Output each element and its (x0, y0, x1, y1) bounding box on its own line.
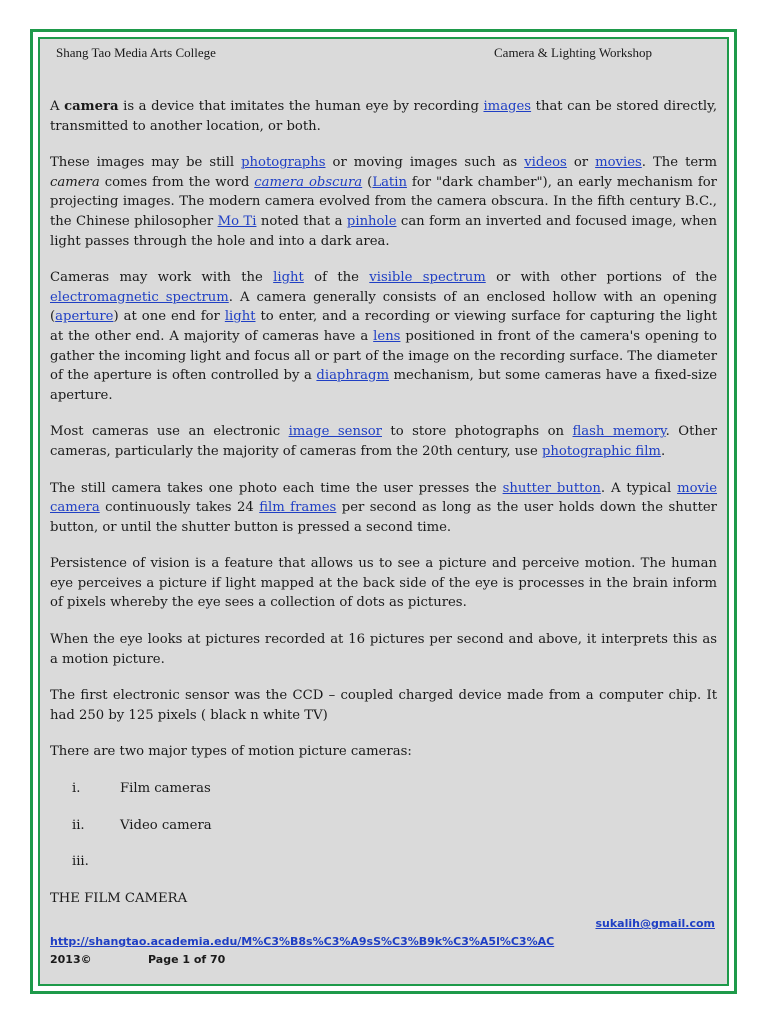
list-number: iii. (72, 854, 89, 870)
paragraph-storage (50, 422, 717, 461)
link-electromagnetic-spectrum[interactable]: electromagnetic spectrum (50, 289, 229, 305)
text: ( (362, 174, 373, 190)
paragraph-camera-history (50, 153, 717, 251)
text: comes from the word (99, 174, 255, 190)
link-aperture[interactable]: aperture (55, 309, 114, 325)
text: to store photographs on (381, 424, 573, 440)
document-body (50, 97, 717, 925)
list-item (50, 852, 717, 872)
link-photographic-film[interactable]: photographic film (541, 443, 661, 459)
paragraph-motion-picture: When the eye looks at pictures recorded at 16 pictures per second and above, it interprets this as a motion picture. (50, 632, 717, 667)
page-header (56, 45, 711, 61)
paragraph-ccd: The first electronic sensor was the CCD – coupled charged device made from a computer chip. It had 250 by 125 pixels ( black n white TV) (50, 688, 717, 723)
footer-copyright-year: 2013© (50, 953, 92, 966)
text: or with other portions of the (485, 270, 718, 286)
page-content-area (38, 37, 729, 986)
link-mo-ti[interactable]: Mo Ti (217, 213, 257, 229)
paragraph-still-vs-movie (50, 479, 717, 538)
text: is a device that imitates the human eye by recording (118, 99, 484, 114)
link-shutter-button[interactable]: shutter button (502, 480, 601, 496)
link-camera-obscura[interactable]: camera obscura (254, 174, 363, 190)
link-visible-spectrum[interactable]: visible spectrum (369, 270, 486, 286)
link-videos[interactable]: videos (524, 155, 567, 171)
text: Most cameras use an electronic (50, 424, 289, 440)
list-item (50, 779, 717, 799)
text: or (566, 155, 596, 171)
text: These images may be still (50, 155, 242, 171)
footer-email-link[interactable]: sukalih@gmail.com (595, 917, 715, 930)
list-number: ii. (72, 817, 85, 833)
text: to enter, and a recording or viewing surface for capturing the light at the other end. A majority of cameras have a (50, 309, 717, 344)
list-number: i. (72, 781, 81, 797)
list-text: Film cameras (120, 781, 211, 797)
italic-term-camera: camera (50, 174, 100, 190)
text: ) at one end for (113, 309, 225, 325)
page-frame (30, 29, 737, 994)
text: positioned in front of the camera's opening to gather the incoming light and focus all or part of the image on the recording surface. The diameter of the aperture is often controlled by a (50, 328, 717, 384)
paragraph-camera-definition (50, 97, 717, 136)
text: . Other cameras, particularly the majority of cameras from the 20th century, use (50, 424, 718, 459)
list-text: Video camera (120, 817, 212, 833)
link-images[interactable]: images (483, 99, 532, 114)
header-college: Shang Tao Media Arts College (56, 45, 216, 60)
camera-types-list (50, 779, 717, 872)
text: . (660, 443, 666, 459)
link-diaphragm[interactable]: diaphragm (316, 368, 389, 384)
text: Cameras may work with the (50, 270, 274, 286)
paragraph-persistence-of-vision: Persistence of vision is a feature that allows us to see a picture and perceive motion. The human eye perceives a picture if light mapped at the back side of the eye is processes in the brain inform of pixels whereby the eye sees a collection of dots as pictures. (50, 556, 717, 611)
header-workshop: Camera & Lighting Workshop (494, 45, 652, 60)
bold-term-camera: camera (64, 99, 119, 114)
text: mechanism, but some cameras have a fixed-size aperture. (50, 368, 718, 403)
link-latin[interactable]: Latin (372, 174, 407, 190)
link-flash-memory[interactable]: flash memory (572, 424, 666, 440)
text: of the (303, 270, 370, 286)
link-light[interactable]: light (224, 309, 256, 325)
link-image-sensor[interactable]: image sensor (288, 424, 382, 440)
link-film-frames[interactable]: film frames (259, 500, 337, 516)
text: that can be stored directly, transmitted to another location, or both. (50, 99, 718, 134)
section-title-film-camera: THE FILM CAMERA (50, 890, 188, 906)
text: The still camera takes one photo each time the user presses the (50, 480, 503, 496)
link-lens[interactable]: lens (373, 328, 401, 344)
footer-page-number: Page 1 of 70 (148, 953, 226, 966)
text: can form an inverted and focused image, when light passes through the hole and into a dark area. (50, 213, 717, 249)
link-light[interactable]: light (273, 270, 304, 286)
footer-url-link[interactable]: http://shangtao.academia.edu/M%C3%B8s%C3%A9sS%C3%B9k%C3%A5l%C3%AC (50, 935, 555, 948)
paragraph-camera-structure (50, 268, 717, 405)
text: A (50, 99, 65, 114)
link-pinhole[interactable]: pinhole (346, 213, 397, 229)
link-movie-camera[interactable]: movie camera (50, 480, 717, 516)
text: per second as long as the user holds down the shutter button, or until the shutter button is pressed a second time. (50, 500, 717, 535)
link-movies[interactable]: movies (595, 155, 642, 171)
link-photographs[interactable]: photographs (241, 155, 326, 171)
text: . A camera generally consists of an enclosed hollow with an opening ( (50, 289, 717, 325)
text: . A typical (600, 480, 678, 496)
list-item (50, 816, 717, 836)
paragraph-camera-types: There are two major types of motion picture cameras: (50, 744, 412, 760)
text: for "dark chamber"), an early mechanism for projecting images. The modern camera evolved from the camera obscura. In the fifth century B.C., the Chinese philosopher (50, 174, 717, 229)
text: noted that a (256, 213, 347, 229)
text: or moving images such as (325, 155, 525, 171)
text: . The term (641, 155, 717, 171)
text: continuously takes 24 (99, 500, 260, 516)
